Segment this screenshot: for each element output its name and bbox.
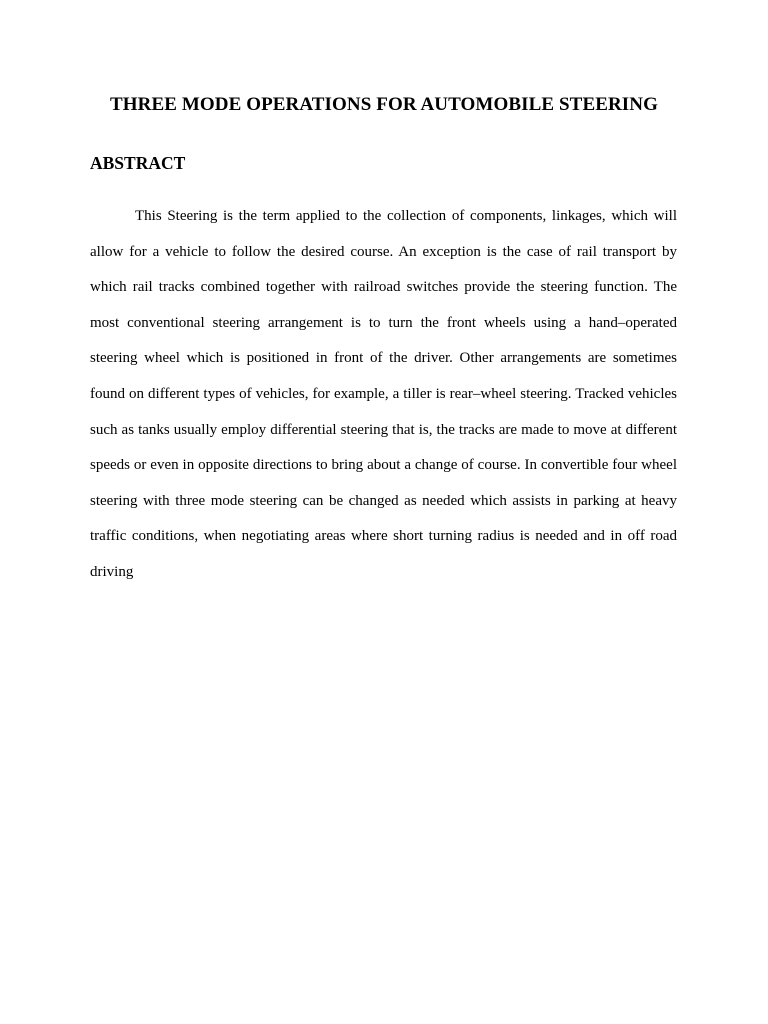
abstract-paragraph: This Steering is the term applied to the collection of components, linkages, which will allow for a vehicle to follow the desired course. An exception is the case of rail transport by which rail tracks combined together with railroad switches provide the steering function. The most conventional steering arrangement is to turn the front wheels using a hand–operated steering wheel which is positioned in front of the driver. Other arrangements are sometimes found on different types of vehicles, for example, a tiller is rear–wheel steering. Tracked vehicles such as tanks usually employ differential steering that is, the tracks are made to move at different speeds or even in opposite directions to bring about a change of course. In convertible four wheel steering with three mode steering can be changed as needed which assists in parking at heavy traffic conditions, when negotiating areas where short turning radius is needed and in off road driving: [90, 208, 677, 580]
abstract-heading: ABSTRACT: [90, 153, 186, 173]
document-title: THREE MODE OPERATIONS FOR AUTOMOBILE STEERING: [109, 94, 659, 115]
